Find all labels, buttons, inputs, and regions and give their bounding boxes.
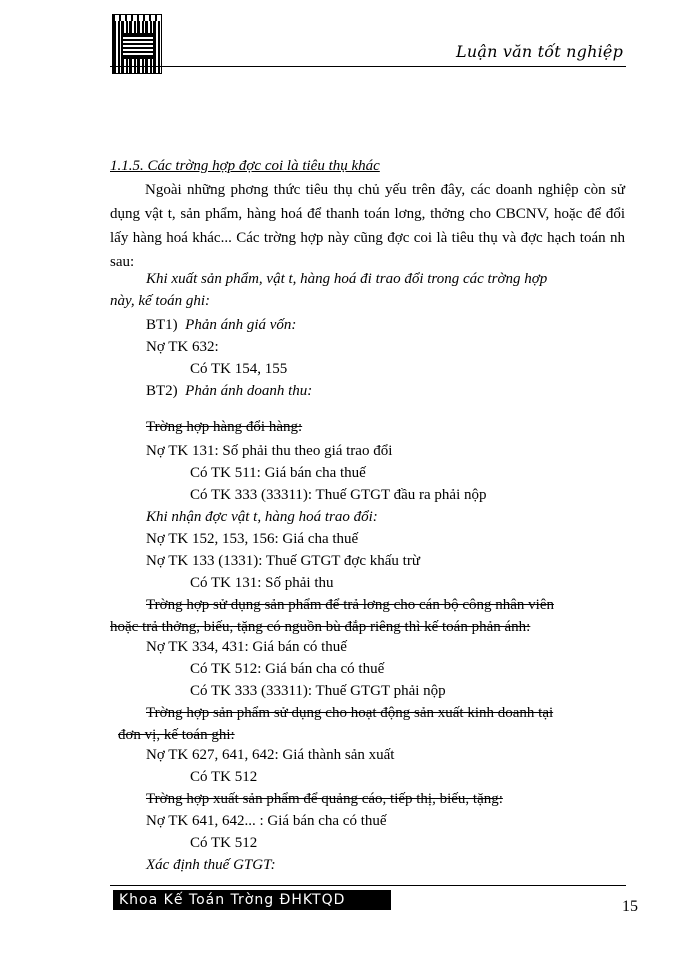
text-line: Nợ TK 641, 642... : Giá bán cha có thuế [146, 813, 387, 829]
footer-label: Khoa Kế Toán Trờng ĐHKTQD [113, 890, 391, 910]
entry-label: BT1) [146, 317, 178, 333]
entry-title: Phản ánh doanh thu: [185, 383, 313, 399]
text-line: Có TK 333 (33311): Thuế GTGT phải nộp [190, 683, 446, 699]
logo-emblem [112, 14, 162, 74]
text-line: Trờng hợp hàng đổi hàng: [146, 419, 303, 435]
text-line: này, kế toán ghi: [110, 293, 210, 309]
text-line: đơn vị, kế toán ghi: [118, 727, 235, 743]
text-line: Nợ TK 627, 641, 642: Giá thành sản xuất [146, 747, 395, 763]
text-line: Có TK 512 [190, 835, 258, 851]
text-line [146, 382, 312, 400]
text-line: Nợ TK 632: [146, 339, 219, 355]
header-divider [110, 66, 626, 67]
footer-divider [110, 885, 626, 886]
section-heading: 1.1.5. Các trờng hợp đợc coi là tiêu thụ khác [110, 158, 380, 174]
text-line [146, 316, 296, 334]
text-line: Có TK 512 [190, 769, 258, 785]
text-line: Có TK 131: Số phải thu [190, 575, 334, 591]
text-line: Trờng hợp xuất sản phẩm để quảng cáo, tiếp thị, biếu, tặng: [146, 791, 503, 807]
header-title: Luận văn tốt nghiệp [456, 42, 624, 61]
entry-label: BT2) [146, 383, 178, 399]
text-line: Xác định thuế GTGT: [146, 857, 276, 873]
text-line: hoặc trả thởng, biếu, tặng có nguồn bù đắp riêng thì kế toán phản ánh: [110, 619, 531, 635]
text-line: Trờng hợp sản phẩm sử dụng cho hoạt động sản xuất kinh doanh tại [146, 705, 554, 721]
text-line: Có TK 512: Giá bán cha có thuế [190, 661, 385, 677]
text-line: Có TK 333 (33311): Thuế GTGT đầu ra phải nộp [190, 487, 487, 503]
entry-title: Phản ánh giá vốn: [185, 317, 297, 333]
text-line: Nợ TK 131: Số phải thu theo giá trao đổi [146, 443, 393, 459]
text-line: Có TK 154, 155 [190, 361, 288, 377]
text-line: Nợ TK 152, 153, 156: Giá cha thuế [146, 531, 359, 547]
text-line: Khi nhận đợc vật t, hàng hoá trao đổi: [146, 509, 378, 525]
text-line: Nợ TK 334, 431: Giá bán có thuế [146, 639, 347, 655]
paragraph-intro: Ngoài những phơng thức tiêu thụ chủ yếu trên đây, các doanh nghiệp còn sử dụng vật t, sản phẩm, hàng hoá để thanh toán lơng, thởng cho CBCNV, hoặc để đổi lấy hàng hoá khác... Các trờng hợp này cũng đợc coi là tiêu thụ và đợc hạch toán nh sau: [110, 182, 625, 270]
page-number: 15 [622, 898, 638, 915]
text-line: Có TK 511: Giá bán cha thuế [190, 465, 366, 481]
text-line: Trờng hợp sử dụng sản phẩm để trả lơng cho cán bộ công nhân viên [146, 597, 554, 613]
text-line: Khi xuất sản phẩm, vật t, hàng hoá đi trao đổi trong các trờng hợp [146, 271, 548, 287]
text-line: Nợ TK 133 (1331): Thuế GTGT đợc khấu trừ [146, 553, 420, 569]
